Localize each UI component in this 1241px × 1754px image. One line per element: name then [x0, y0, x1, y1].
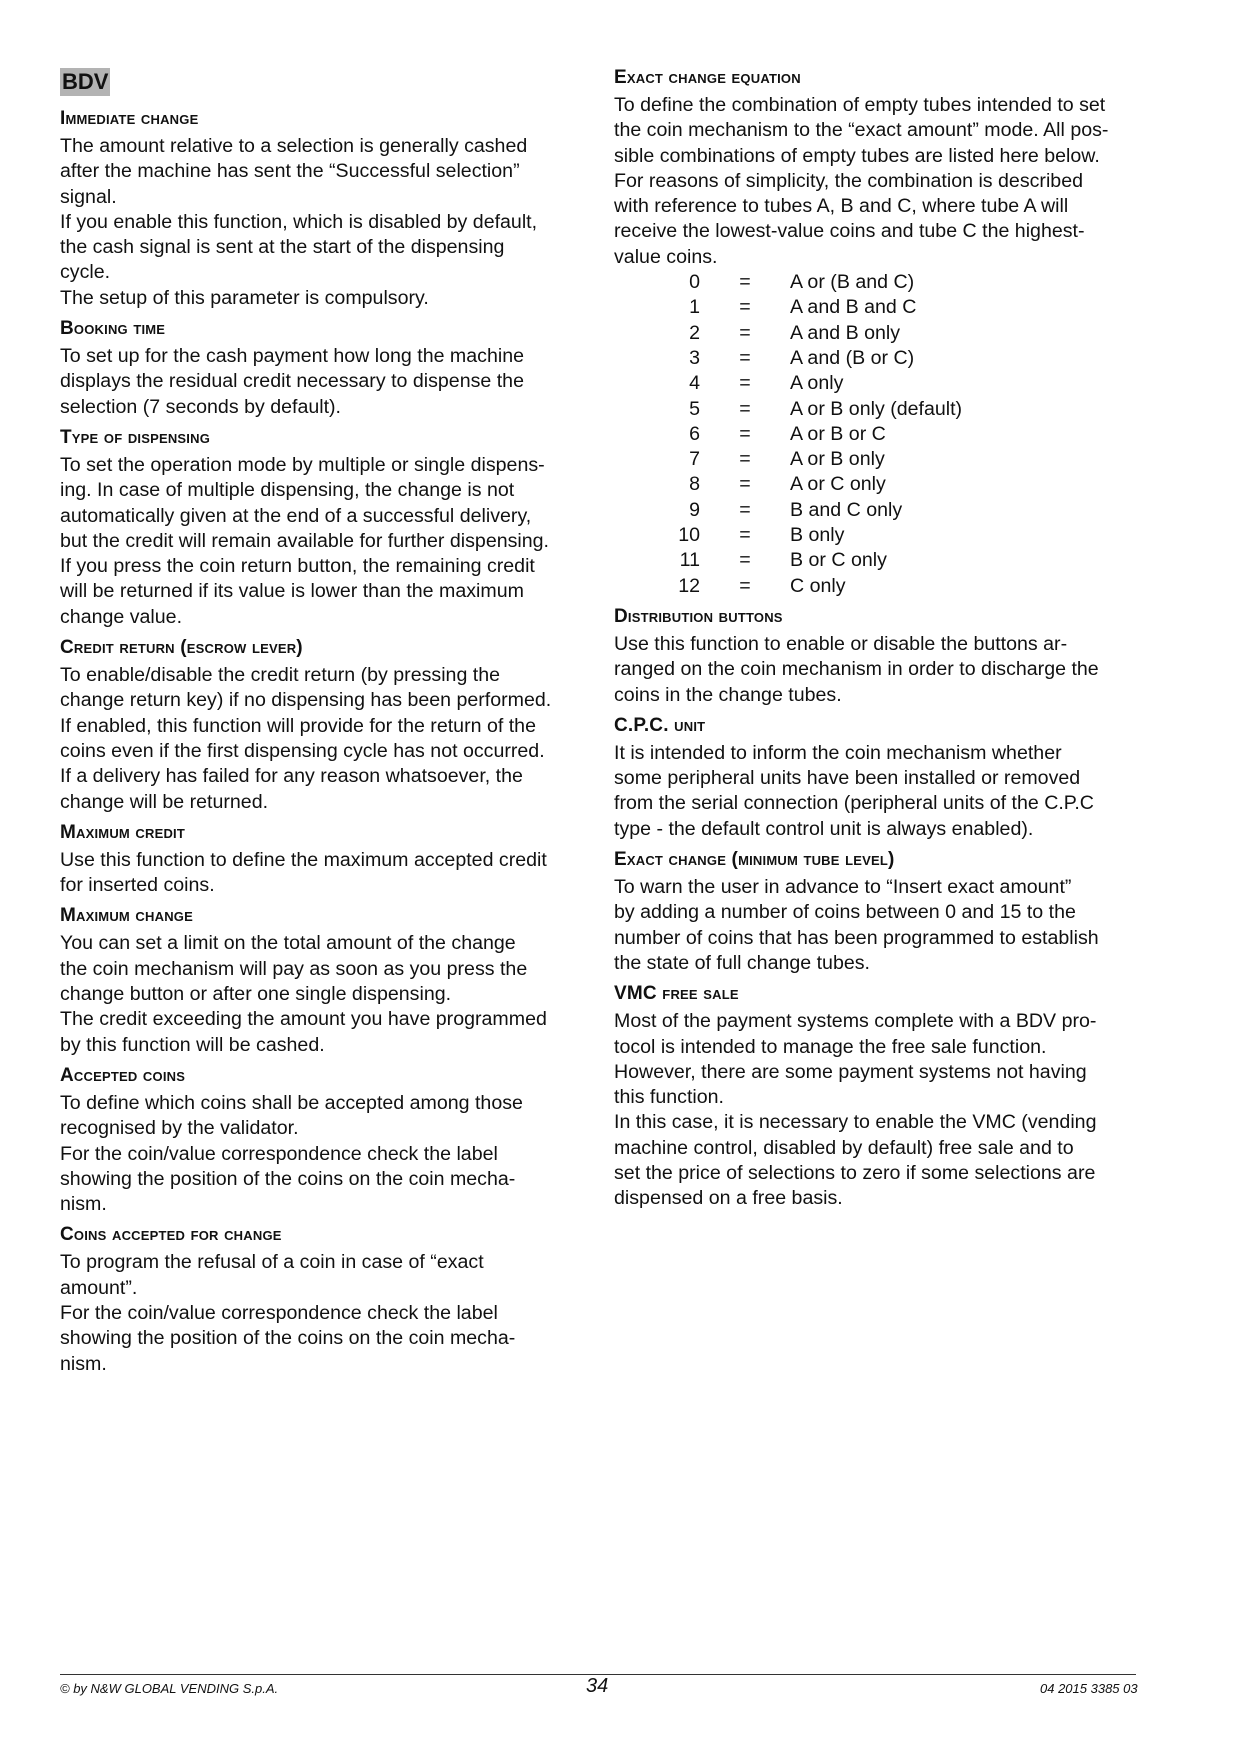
text-line: If you enable this function, which is disabled by default, [60, 210, 538, 233]
text-line: You can set a limit on the total amount of the change [60, 932, 516, 955]
text-line: value coins. [614, 245, 718, 268]
text-line: In this case, it is necessary to enable the VMC (vending [614, 1111, 1097, 1134]
section-title: Maximum credit [60, 821, 186, 843]
text-line: change return key) if no dispensing has been performed. [60, 689, 552, 712]
combination-number: 6 [689, 422, 700, 445]
section-text [60, 344, 582, 420]
text-line: automatically given at the end of a successful delivery, [60, 504, 532, 527]
text-line: showing the position of the coins on the coin mecha- [60, 1167, 516, 1190]
table-row [614, 447, 1154, 472]
text-line: the coin mechanism to the “exact amount” mode. All pos- [614, 119, 1109, 142]
left-sections [60, 107, 582, 1377]
equals-sign: = [739, 397, 751, 420]
text-line: To enable/disable the credit return (by pressing the [60, 664, 501, 687]
right-column [614, 66, 1154, 1212]
text-line: will be returned if its value is lower than the maximum [60, 580, 524, 603]
text-line: Use this function to enable or disable the buttons ar- [614, 632, 1068, 655]
text-line: The setup of this parameter is compulsory. [60, 286, 429, 309]
section [614, 848, 1154, 976]
combination-number: 1 [689, 296, 700, 319]
section-title: Type of dispensing [60, 426, 211, 448]
combination-number: 11 [679, 549, 700, 572]
text-line: the cash signal is sent at the start of the dispensing [60, 236, 505, 259]
text-line: The amount relative to a selection is generally cashed [60, 135, 528, 157]
text-line: some peripheral units have been installed or removed [614, 767, 1081, 790]
section-title: Exact change (minimum tube level) [614, 849, 895, 871]
section [60, 1064, 582, 1217]
equals-sign: = [739, 346, 751, 369]
combination-description: A or C only [790, 473, 886, 496]
section [60, 821, 582, 899]
text-line: by adding a number of coins between 0 and 15 to the [614, 901, 1076, 924]
table-row [614, 498, 1154, 523]
section-text [60, 1250, 582, 1376]
text-line: change button or after one single dispensing. [60, 983, 452, 1006]
equals-sign: = [739, 422, 751, 445]
text-line: For the coin/value correspondence check the label [60, 1142, 498, 1165]
combination-number: 10 [678, 524, 700, 547]
text-line: from the serial connection (peripheral units of the C.P.C [614, 792, 1094, 815]
right-sections [614, 605, 1154, 1212]
section-text [614, 1009, 1154, 1211]
text-line: change will be returned. [60, 790, 269, 813]
text-line: for inserted coins. [60, 874, 215, 897]
table-row [614, 270, 1154, 295]
section-text [60, 663, 582, 815]
text-line: recognised by the validator. [60, 1117, 299, 1140]
text-line: dispensed on a free basis. [614, 1187, 843, 1210]
text-line: To set the operation mode by multiple or single dispens- [60, 453, 545, 476]
section-title: Maximum change [60, 905, 193, 927]
section-title: Immediate change [60, 108, 199, 129]
combination-description: B only [790, 524, 845, 547]
section-title: Accepted coins [60, 1064, 186, 1086]
section-title: C.P.C. unit [614, 714, 706, 736]
section-text [614, 93, 1154, 270]
combination-number: 8 [689, 473, 700, 496]
text-line: If you press the coin return button, the remaining credit [60, 555, 535, 578]
text-line: receive the lowest-value coins and tube C the highest- [614, 220, 1085, 243]
text-line: nism. [60, 1352, 107, 1375]
combination-number: 9 [689, 498, 700, 521]
text-line: Most of the payment systems complete with a BDV pro- [614, 1010, 1097, 1033]
combination-number: 5 [689, 397, 700, 420]
equals-sign: = [739, 296, 751, 319]
text-line: tocol is intended to manage the free sale function. [614, 1035, 1047, 1058]
combination-number: 2 [689, 321, 700, 344]
text-line: signal. [60, 185, 117, 208]
table-row [614, 523, 1154, 548]
section-text [614, 741, 1154, 842]
text-line: ranged on the coin mechanism in order to discharge the [614, 658, 1099, 681]
section-title: Coins accepted for change [60, 1224, 282, 1246]
equals-sign: = [739, 549, 751, 572]
table-row [614, 548, 1154, 573]
section [614, 605, 1154, 708]
text-line: For reasons of simplicity, the combination is described [614, 169, 1083, 192]
combination-number: 7 [689, 448, 700, 471]
exact-change-section [614, 66, 1154, 599]
section-title: Booking time [60, 318, 166, 340]
text-line: change value. [60, 605, 183, 628]
section [614, 982, 1154, 1211]
equals-sign: = [739, 372, 751, 395]
combination-description: A and B only [790, 321, 901, 344]
text-line: cycle. [60, 261, 111, 284]
text-line: To define the combination of empty tubes intended to set [614, 94, 1106, 116]
table-row [614, 346, 1154, 371]
section [60, 636, 582, 815]
equals-sign: = [739, 448, 751, 471]
section [60, 107, 582, 311]
text-line: To warn the user in advance to “Insert exact amount” [614, 876, 1072, 899]
equals-sign: = [739, 271, 751, 294]
combination-description: B and C only [790, 498, 903, 521]
text-line: machine control, disabled by default) free sale and to [614, 1136, 1074, 1159]
text-line: set the price of selections to zero if some selections are [614, 1161, 1096, 1184]
footer-copyright: © by N&W GLOBAL VENDING S.p.A. [60, 1681, 279, 1696]
page-number: 34 [586, 1675, 609, 1697]
section [614, 714, 1154, 842]
text-line: To set up for the cash payment how long the machine [60, 345, 524, 368]
combination-number: 0 [689, 271, 700, 294]
equals-sign: = [739, 524, 751, 547]
combination-description: A and B and C [790, 296, 917, 319]
table-row [614, 472, 1154, 497]
text-line: amount”. [60, 1276, 138, 1299]
text-line: this function. [614, 1086, 725, 1109]
text-line: sible combinations of empty tubes are listed here below. [614, 144, 1100, 167]
section [60, 426, 582, 630]
table-row [614, 321, 1154, 346]
table-row [614, 371, 1154, 396]
text-line: To program the refusal of a coin in case of “exact [60, 1251, 484, 1274]
section-text [60, 1091, 582, 1217]
text-line: coins in the change tubes. [614, 683, 842, 706]
combination-number: 3 [689, 346, 700, 369]
text-line: after the machine has sent the “Successful selection” [60, 160, 520, 183]
text-line: Use this function to define the maximum accepted credit [60, 848, 547, 871]
combination-description: A or B only (default) [790, 397, 963, 420]
combination-description: A and (B or C) [790, 346, 915, 369]
exact-change-table [614, 270, 1154, 599]
equals-sign: = [739, 321, 751, 344]
text-line: For the coin/value correspondence check the label [60, 1301, 498, 1324]
combination-number: 4 [689, 372, 700, 395]
section [60, 1223, 582, 1376]
footer-doc-code: 04 2015 3385 03 [1040, 1681, 1138, 1696]
section-title: Distribution buttons [614, 605, 783, 627]
table-row [614, 397, 1154, 422]
combination-description: A or (B and C) [790, 271, 915, 294]
table-row [614, 422, 1154, 447]
text-line: If enabled, this function will provide for the return of the [60, 714, 536, 737]
section-text [60, 931, 582, 1057]
combination-description: A or B only [790, 448, 885, 471]
combination-description: A only [790, 372, 844, 395]
text-line: showing the position of the coins on the coin mecha- [60, 1327, 516, 1350]
equals-sign: = [739, 473, 751, 496]
text-line: type - the default control unit is always enabled). [614, 817, 1034, 840]
text-line: displays the residual credit necessary to dispense the [60, 370, 524, 393]
section-text [60, 848, 582, 899]
table-row [614, 574, 1154, 599]
text-line: nism. [60, 1193, 107, 1216]
section-title: Credit return (escrow lever) [60, 637, 303, 659]
text-line: number of coins that has been programmed to establish [614, 926, 1099, 949]
section [60, 317, 582, 420]
section-text [614, 875, 1154, 976]
section-text [614, 632, 1154, 708]
left-column [60, 66, 582, 1377]
section-text [60, 453, 582, 630]
text-line: If a delivery has failed for any reason whatsoever, the [60, 765, 523, 788]
text-line: selection (7 seconds by default). [60, 395, 341, 418]
equals-sign: = [739, 498, 751, 521]
combination-description: C only [790, 574, 846, 597]
text-line: The credit exceeding the amount you have programmed [60, 1008, 547, 1031]
text-line: by this function will be cashed. [60, 1033, 325, 1056]
combination-number: 12 [678, 574, 700, 597]
text-line: the state of full change tubes. [614, 951, 870, 974]
section-text [60, 134, 582, 311]
text-line: However, there are some payment systems not having [614, 1060, 1087, 1083]
text-line: ing. In case of multiple dispensing, the change is not [60, 479, 515, 502]
text-line: To define which coins shall be accepted among those [60, 1091, 523, 1114]
section-title: Exact change equation [614, 67, 801, 88]
section [60, 904, 582, 1057]
table-row [614, 295, 1154, 320]
text-line: It is intended to inform the coin mechanism whether [614, 741, 1062, 764]
text-line: with reference to tubes A, B and C, where tube A will [614, 195, 1069, 218]
combination-description: A or B or C [790, 422, 886, 445]
text-line: the coin mechanism will pay as soon as you press the [60, 957, 528, 980]
section-title: VMC free sale [614, 983, 739, 1005]
page-heading: BDV [62, 69, 109, 94]
text-line: but the credit will remain available for further dispensing. [60, 529, 550, 552]
equals-sign: = [739, 574, 751, 597]
text-line: coins even if the first dispensing cycle has not occurred. [60, 739, 545, 762]
combination-description: B or C only [790, 549, 887, 572]
